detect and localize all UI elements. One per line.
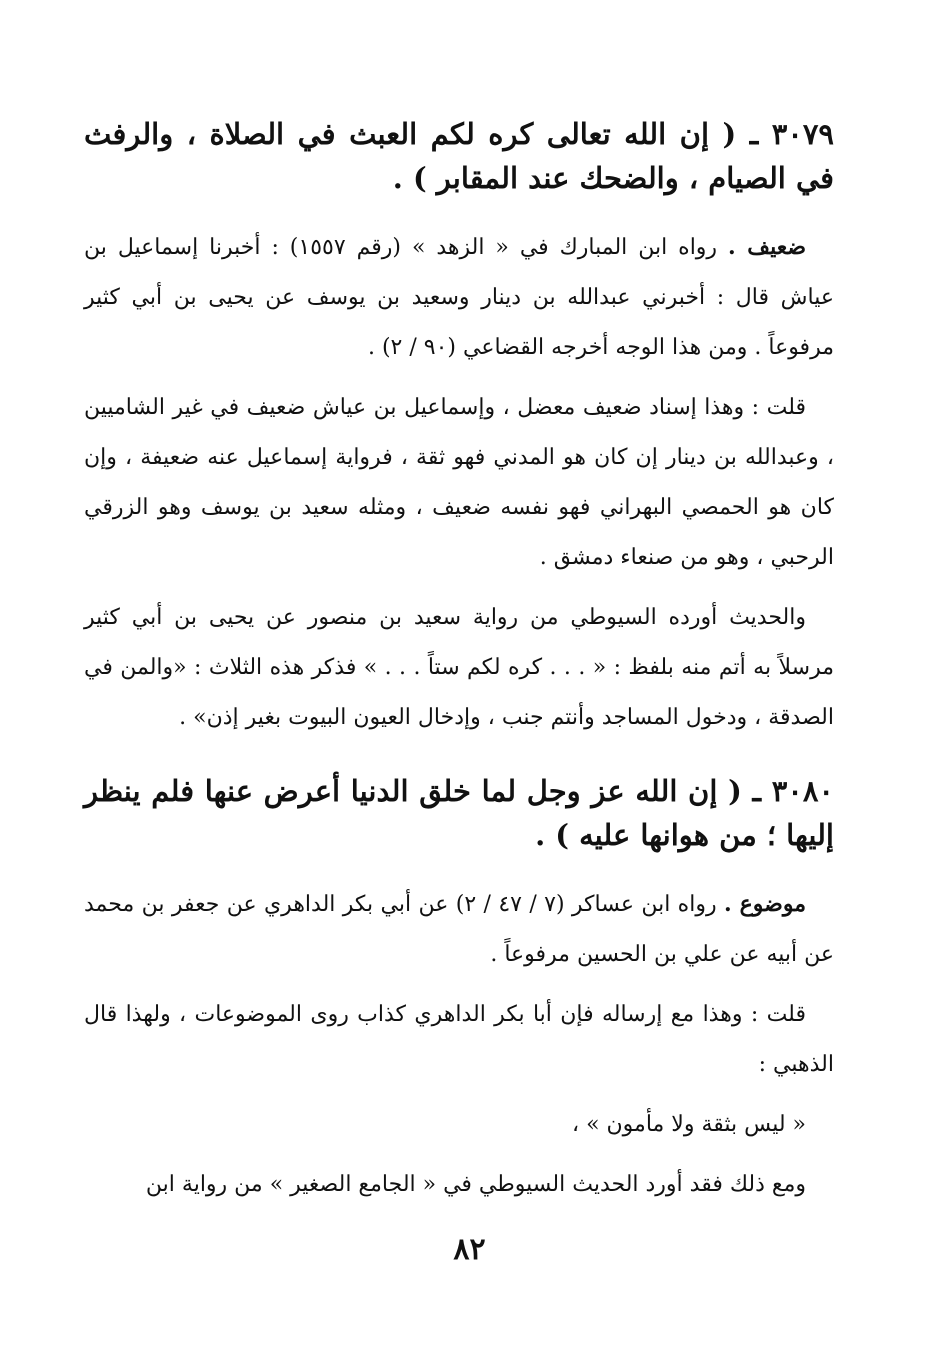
hadith-3079-comment-paragraph [84,383,834,583]
hadith-3080-quote-paragraph [84,1100,834,1150]
grading-label: ضعيف . [728,234,807,260]
page-number: ٨٢ [453,1232,486,1267]
hadith-3079-source-paragraph [84,593,834,743]
paragraph-text: رواه ابن المبارك في « الزهد » (رقم ١٥٥٧) : أخبرنا إسماعيل بن عياش قال : أخبرني عبدالله بن دينار وسعيد بن يوسف عن يحيى بن أبي كثير مرفوعاً . ومن هذا الوجه أخرجه القضاعي (٩٠ / ٢) . [84,235,834,360]
paragraph-text: رواه ابن عساكر (٧ / ٤٧ / ٢) عن أبي بكر الداهري عن جعفر بن محمد عن أبيه عن علي بن الحسين مرفوعاً . [84,892,834,967]
page-body [84,112,834,1220]
hadith-3080-grading-paragraph [84,879,834,980]
hadith-3080-title: ٣٠٨٠ ـ ( إن الله عز وجل لما خلق الدنيا أعرض عنها فلم ينظر إليها ؛ من هوانها عليه ) . [84,774,834,852]
paragraph-text: قلت : وهذا مع إرساله فإن أبا بكر الداهري كذاب روى الموضوعات ، ولهذا قال الذهبي : [84,1002,834,1077]
hadith-3080-continuation-paragraph [84,1160,834,1210]
hadith-3080-comment-paragraph [84,990,834,1090]
paragraph-text: والحديث أورده السيوطي من رواية سعيد بن منصور عن يحيى بن أبي كثير مرسلاً به أتم منه بلفظ : « . . . كره لكم ستاً . . . » فذكر هذه الثلاث : «والمن في الصدقة ، ودخول المساجد وأنتم جنب ، وإدخال العيون البيوت بغير إذن» . [84,605,834,730]
paragraph-text: « ليس بثقة ولا مأمون » ، [571,1112,806,1137]
grading-label: موضوع . [723,891,806,917]
paragraph-text: ومع ذلك فقد أورد الحديث السيوطي في « الجامع الصغير » من رواية ابن [145,1172,806,1197]
hadith-3079-grading-paragraph [84,222,834,373]
paragraph-text: قلت : وهذا إسناد ضعيف معضل ، وإسماعيل بن عياش ضعيف في غير الشاميين ، وعبدالله بن دينار إن كان هو المدني فهو ثقة ، فرواية إسماعيل عنه ضعيفة ، وإن كان هو الحمصي البهراني فهو نفسه ضعيف ، ومثله سعيد بن يوسف وهو الزرقي الرحبي ، وهو من صنعاء دمشق . [84,395,834,570]
hadith-3079-title: ٣٠٧٩ ـ ( إن الله تعالى كره لكم العبث في الصلاة ، والرفث في الصيام ، والضحك عند المقابر ) . [84,117,834,195]
